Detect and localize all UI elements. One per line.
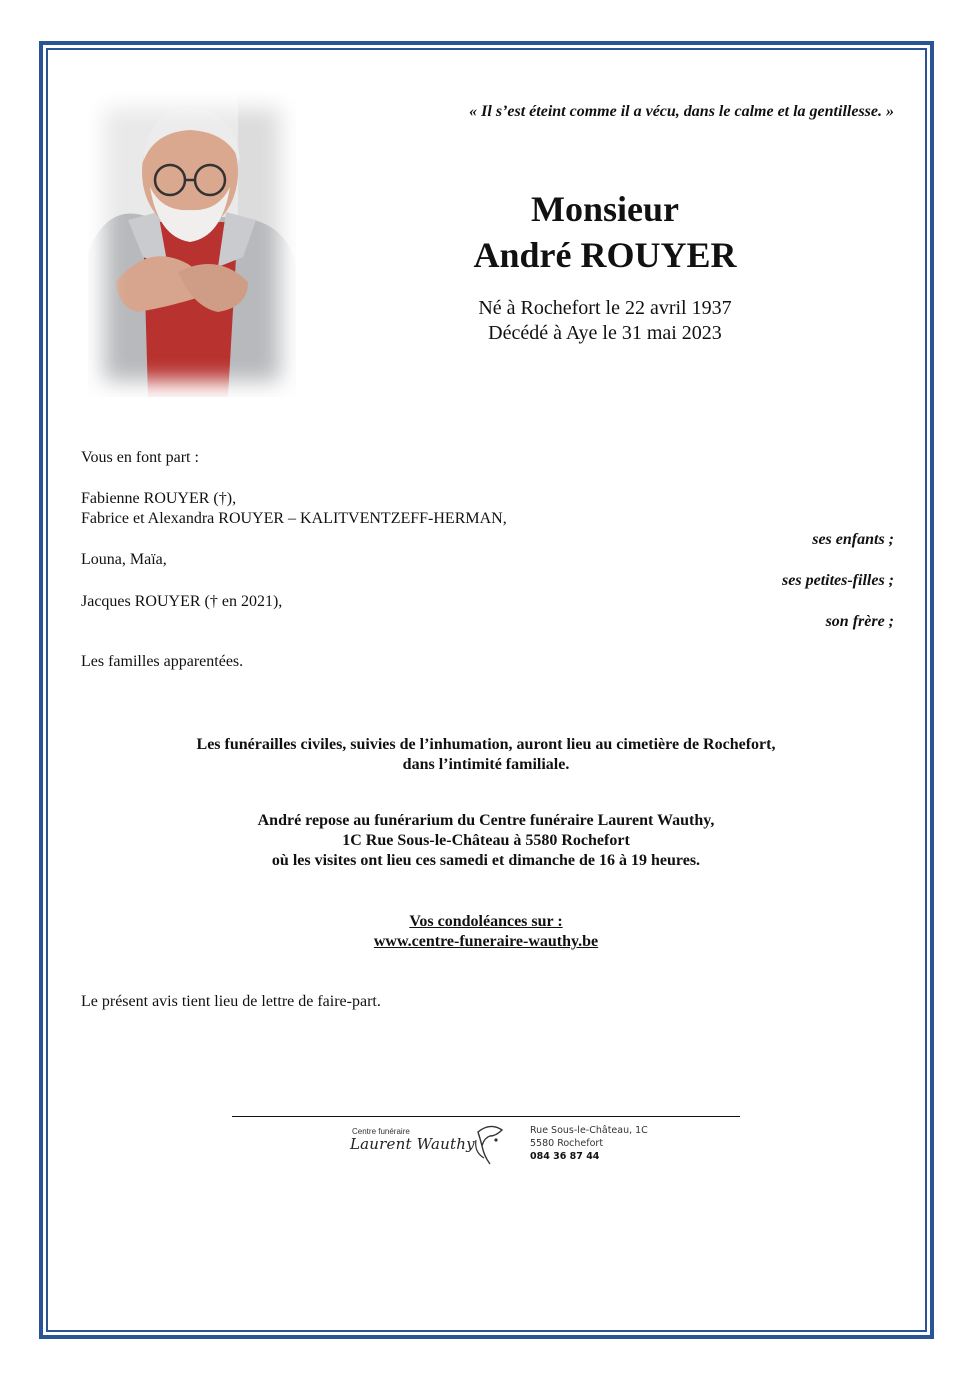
calla-lily-icon [470, 1122, 508, 1166]
ceremony-info [100, 735, 872, 775]
condolences-info [100, 912, 872, 952]
epitaph-quote: « Il s’est éteint comme il a vécu, dans le calme et la gentillesse. » [469, 103, 894, 120]
announcement-intro: Vous en font part : [81, 449, 199, 466]
life-dates [405, 296, 805, 346]
repose-line-3: où les visites ont lieu ces samedi et dimanche de 16 à 19 heures. [271, 852, 701, 869]
family-grandchildren: Louna, Maïa, [81, 551, 167, 568]
address-city: 5580 Rochefort [530, 1138, 604, 1149]
funeral-home-address [530, 1124, 648, 1163]
family-children-line-2: Fabrice et Alexandra ROUYER – KALITVENTZEFF-HERMAN, [81, 510, 507, 527]
relation-grandchildren: ses petites-filles ; [782, 572, 894, 589]
repose-info [100, 811, 872, 871]
condolences-link[interactable]: www.centre-funeraire-wauthy.be [373, 933, 599, 950]
name-block [405, 186, 805, 346]
footer-divider [232, 1116, 740, 1117]
notice-text: Le présent avis tient lieu de lettre de faire-part. [81, 993, 381, 1010]
repose-line-1: André repose au funérarium du Centre funéraire Laurent Wauthy, [257, 812, 715, 829]
relation-children: ses enfants ; [812, 531, 894, 548]
address-phone: 084 36 87 44 [530, 1151, 600, 1162]
ceremony-line-2: dans l’intimité familiale. [402, 756, 570, 773]
deceased-name: André ROUYER [473, 235, 737, 275]
ceremony-line-1: Les funérailles civiles, suivies de l’inhumation, auront lieu au cimetière de Rochefort, [196, 736, 776, 753]
logo-caption: Centre funéraire [352, 1127, 410, 1136]
logo-script-name: Laurent Wauthy [350, 1135, 475, 1153]
portrait-photo [88, 92, 296, 397]
birth-line: Né à Rochefort le 22 avril 1937 [478, 297, 732, 319]
honorific: Monsieur [531, 189, 679, 229]
address-street: Rue Sous-le-Château, 1C [530, 1125, 648, 1136]
family-relatives: Les familles apparentées. [81, 653, 244, 670]
relation-brother: son frère ; [825, 613, 894, 630]
family-children-line-1: Fabienne ROUYER (†), [81, 490, 237, 507]
condolences-label: Vos condoléances sur : [409, 913, 563, 930]
death-line: Décédé à Aye le 31 mai 2023 [488, 322, 722, 344]
repose-line-2: 1C Rue Sous-le-Château à 5580 Rochefort [342, 832, 630, 849]
family-brother: Jacques ROUYER († en 2021), [81, 593, 283, 610]
funeral-home-logo [346, 1122, 658, 1168]
